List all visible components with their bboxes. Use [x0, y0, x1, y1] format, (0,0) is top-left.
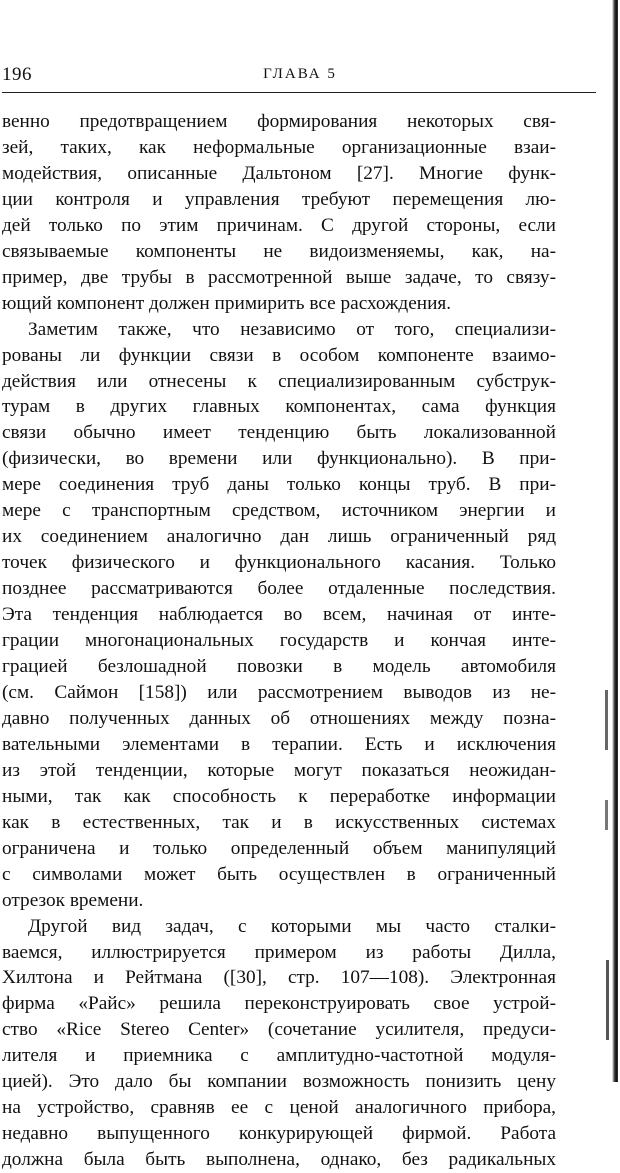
text-line: Хилтона и Рейтмана ([30], стр. 107—108). Электронная [2, 967, 556, 989]
text-line: ции контроля и управления требуют перемещения лю- [2, 188, 556, 210]
text-line: должна была быть выполнена, однако, без радикальных [2, 1149, 556, 1171]
text-line: венно предотвращением формирования некоторых свя- [2, 111, 556, 132]
body-text [2, 109, 556, 1173]
text-line: дей только по этим причинам. С другой стороны, если [2, 214, 556, 236]
text-line: цией). Это дало бы компании возможность понизить цену [2, 1071, 556, 1093]
page-edge-shadow [612, 0, 618, 1082]
text-line: рованы ли функции связи в особом компоненте взаимо- [2, 344, 556, 366]
text-line: как в естественных, так и в искусственных системах [2, 811, 556, 833]
text-line: их соединением аналогично дан лишь ограниченный ряд [2, 526, 556, 548]
text-line: на устройство, сравняв ее с ценой аналогичного прибора, [2, 1097, 556, 1119]
page-edge-mark [605, 690, 608, 750]
text-line: Эта тенденция наблюдается во всем, начиная от инте- [2, 604, 556, 626]
text-line: пример, две трубы в рассмотренной выше задаче, то связу- [2, 266, 556, 288]
text-line: из этой тенденции, которые могут показаться неожидан- [2, 759, 556, 781]
text-line: грацией безлошадной повозки в модель автомобиля [2, 656, 556, 678]
text-line: мере с транспортным средством, источником энергии и [2, 500, 556, 522]
text-line: турам в других главных компонентах, сама функция [2, 396, 556, 418]
text-line: Заметим также, что независимо от того, специализи- [28, 318, 556, 340]
text-line: точек физического и функционального касания. Только [2, 552, 556, 574]
text-line: отрезок времени. [2, 889, 144, 911]
text-line: связи обычно имеет тенденцию быть локализованной [2, 422, 556, 444]
header-rule [2, 92, 596, 93]
text-line: ваемся, иллюстрируется примером из работы Дилла, [2, 941, 556, 963]
text-line: фирма «Райс» решила переконструировать свое устрой- [2, 993, 556, 1015]
text-line: действия или отнесены к специализированным субструк- [2, 370, 556, 392]
text-line: ство «Rice Stereo Center» (сочетание усилителя, предуси- [2, 1019, 556, 1041]
page-edge-mark [606, 960, 609, 1040]
text-line: вательными элементами в терапии. Есть и исключения [2, 733, 556, 755]
text-line: давно полученных данных об отношениях между позна- [2, 707, 556, 729]
text-line: (физически, во времени или функционально). В при- [2, 448, 556, 470]
text-line: мере соединения труб даны только концы труб. В при- [2, 474, 556, 496]
page-number: 196 [2, 64, 32, 85]
text-line: связываемые компоненты не видоизменяемы, как, на- [2, 240, 556, 262]
text-line: модействия, описанные Дальтоном [27]. Многие функ- [2, 162, 556, 184]
text-line: грации многонациональных государств и кончая инте- [2, 630, 556, 652]
text-line: ющий компонент должен примирить все расхождения. [2, 292, 452, 314]
text-line: лителя и приемника с амплитудно-частотной модуля- [2, 1045, 556, 1067]
text-line: ограничена и только определенный объем манипуляций [2, 837, 556, 859]
text-line: позднее рассматриваются более отдаленные последствия. [2, 578, 556, 600]
text-line: недавно выпущенного конкурирующей фирмой. Работа [2, 1123, 556, 1145]
text-line: Другой вид задач, с которыми мы часто сталки- [28, 915, 556, 937]
text-line: с символами может быть осуществлен в ограниченный [2, 863, 556, 885]
text-line: зей, таких, как неформальные организационные взаи- [2, 136, 556, 158]
running-head: ГЛАВА 5 [263, 66, 337, 82]
text-line: (см. Саймон [158]) или рассмотрением выводов из не- [2, 681, 556, 703]
page-edge-mark [605, 800, 608, 830]
text-line: ными, так как способность к переработке информации [2, 785, 556, 807]
